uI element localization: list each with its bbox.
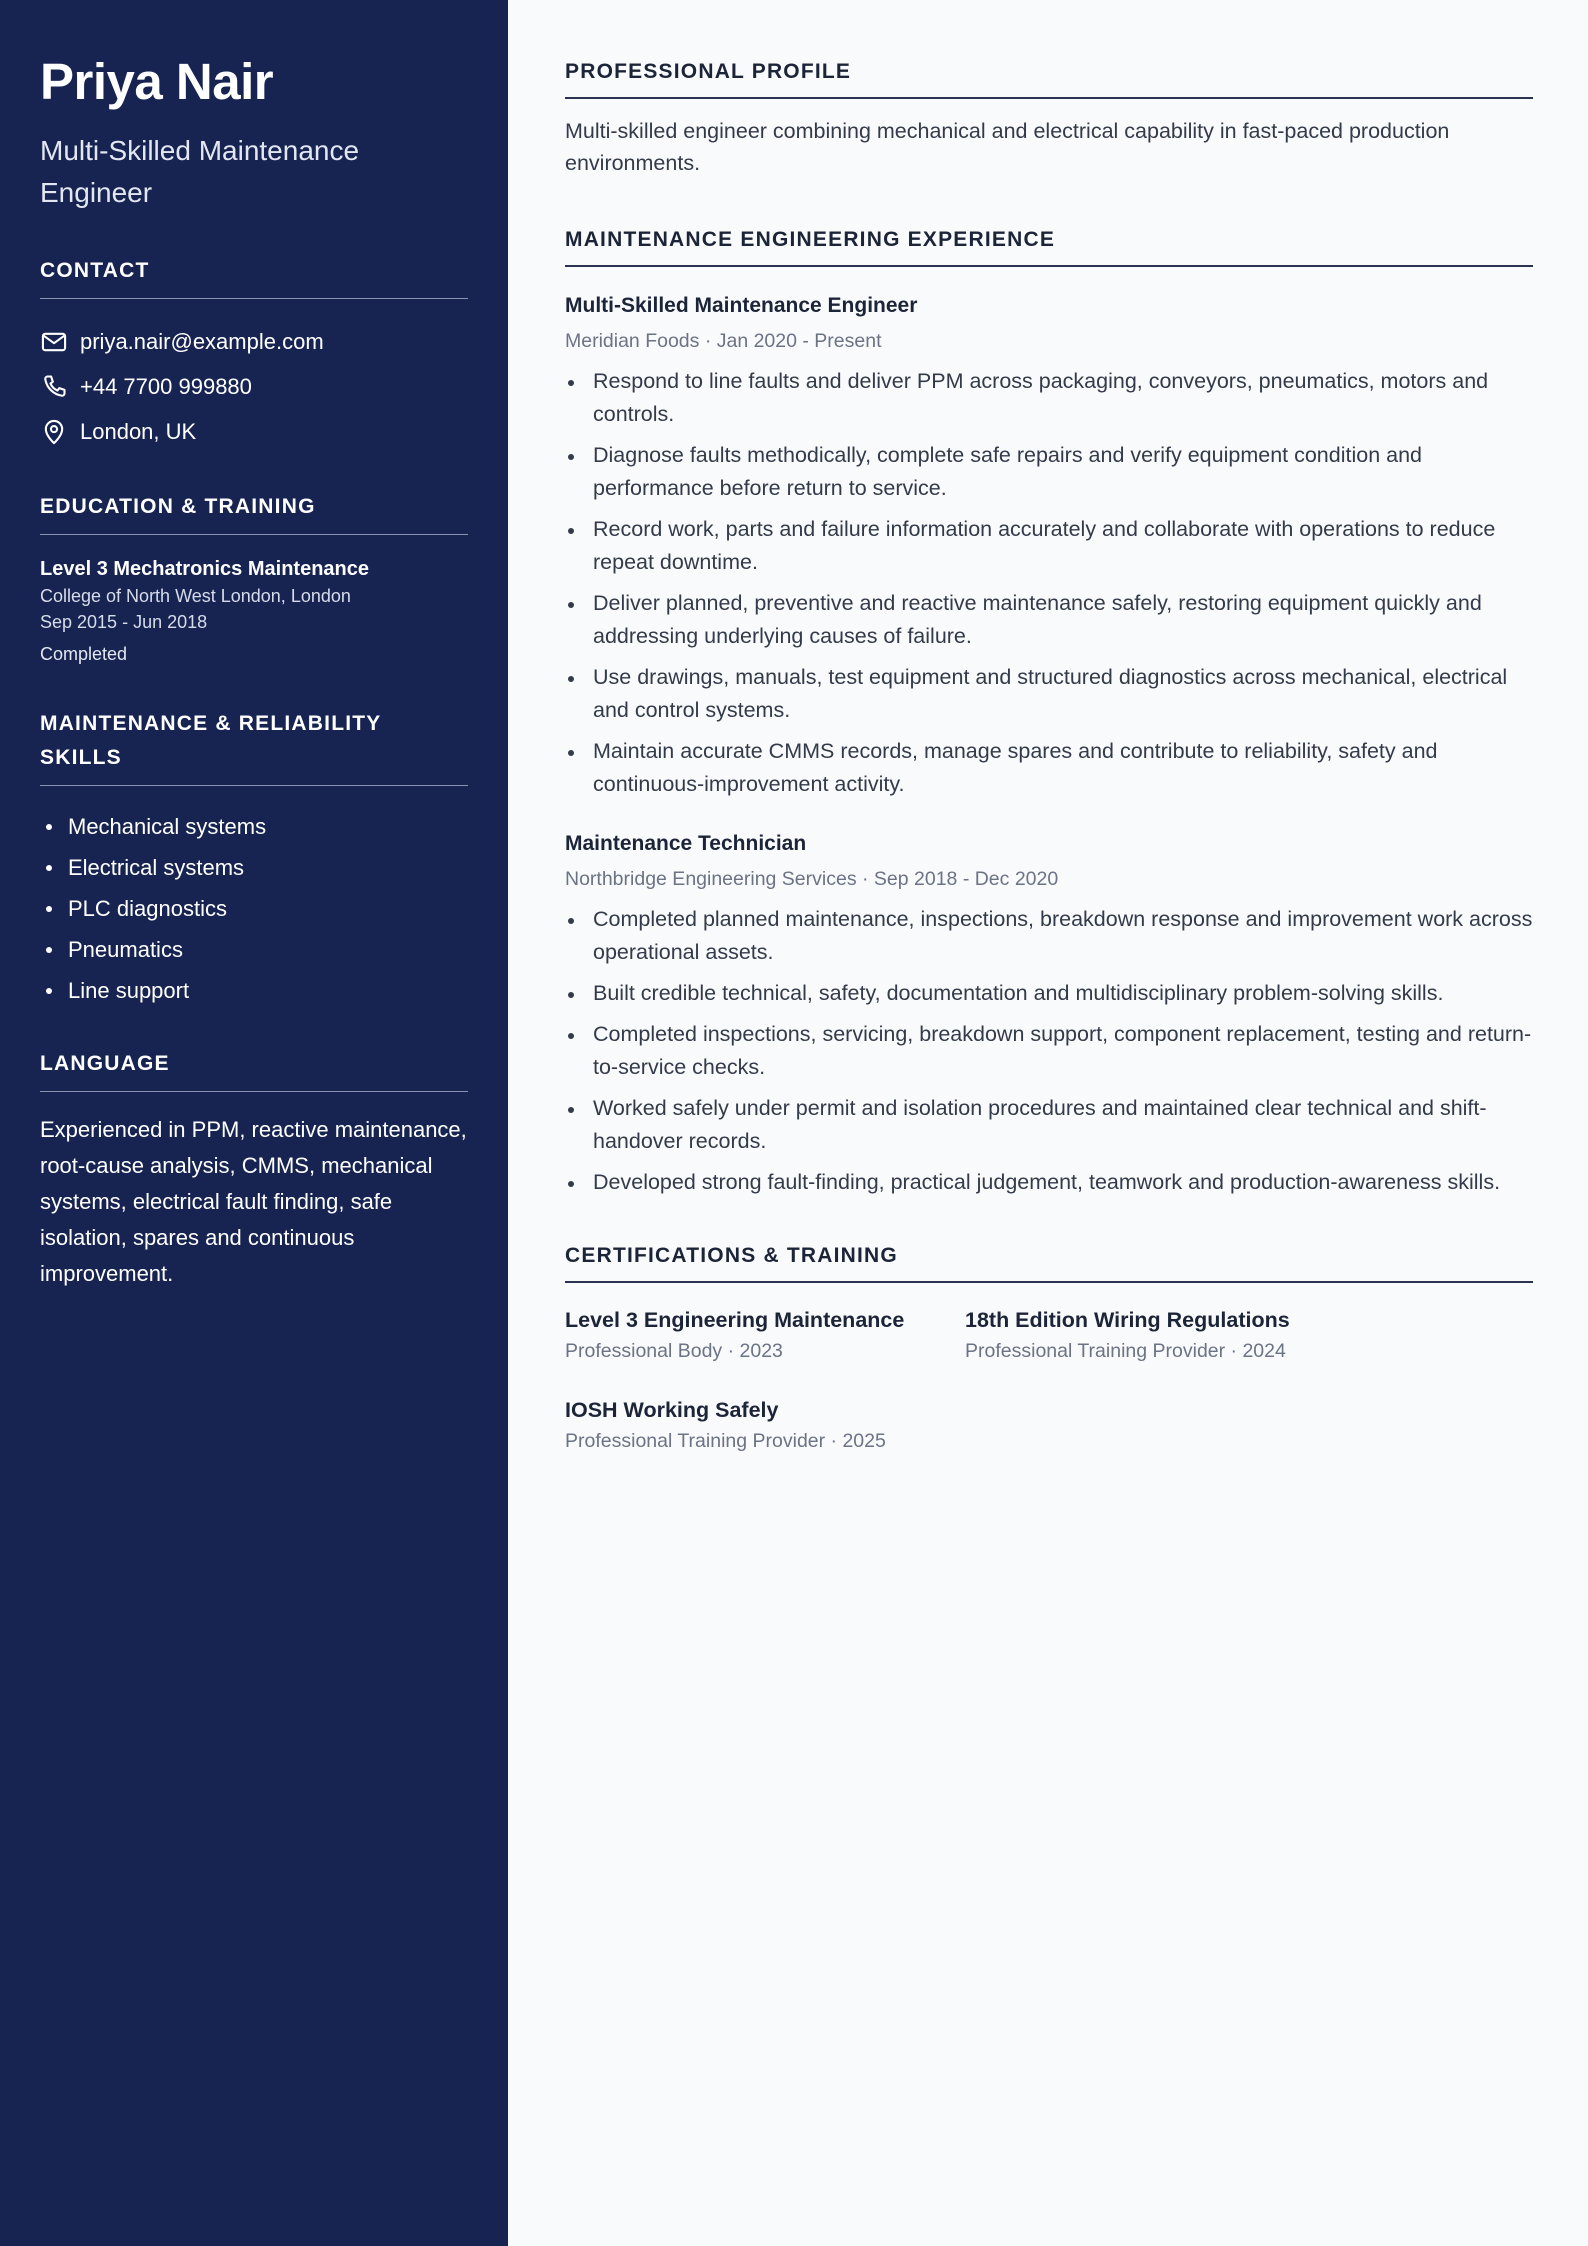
job-bullet: Maintain accurate CMMS records, manage spares and contribute to reliability, safety and continuous-improvement activity. (565, 735, 1533, 801)
job-title: Multi-Skilled Maintenance Engineer (565, 294, 918, 317)
sidebar (0, 0, 508, 2246)
job-bullet: Built credible technical, safety, documentation and multidisciplinary problem-solving skills. (565, 977, 1533, 1010)
certifications-grid (565, 1305, 1533, 1485)
certification-name: Level 3 Engineering Maintenance (565, 1308, 905, 1332)
experience-heading: MAINTENANCE ENGINEERING EXPERIENCE (565, 223, 1533, 267)
job-bullet: Deliver planned, preventive and reactive maintenance safely, restoring equipment quickly and addressing underlying causes of failure. (565, 587, 1533, 653)
job-bullet: Respond to line faults and deliver PPM across packaging, conveyors, pneumatics, motors and controls. (565, 365, 1533, 431)
job-bullet: Diagnose faults methodically, complete safe repairs and verify equipment condition and performance before return to service. (565, 439, 1533, 505)
skills-section (40, 707, 468, 1011)
main-content (565, 0, 1533, 1485)
skill-item: PLC diagnostics (40, 888, 468, 929)
job-meta: Meridian Foods · Jan 2020 - Present (565, 330, 882, 352)
job-bullet: Use drawings, manuals, test equipment and structured diagnostics across mechanical, electrical and control systems. (565, 661, 1533, 727)
profile-text: Multi-skilled engineer combining mechanical and electrical capability in fast-paced production environments. (565, 119, 1450, 175)
contact-phone[interactable]: +44 7700 999880 (80, 373, 252, 399)
job-bullet: Record work, parts and failure information accurately and collaborate with operations to reduce repeat downtime. (565, 513, 1533, 579)
contact-email-row (40, 319, 468, 364)
contact-location: London, UK (80, 418, 197, 444)
skill-item: Mechanical systems (40, 806, 468, 847)
skills-heading: MAINTENANCE & RELIABILITY SKILLS (40, 707, 468, 786)
certifications-section (565, 1239, 1533, 1485)
job-entry (565, 829, 1533, 1199)
certification-item (565, 1395, 965, 1455)
language-heading: LANGUAGE (40, 1047, 468, 1092)
job-bullets (565, 365, 1533, 801)
job-bullet: Completed inspections, servicing, breakdown support, component replacement, testing and return-to-service checks. (565, 1018, 1533, 1084)
certification-name: IOSH Working Safely (565, 1398, 779, 1422)
certification-item (565, 1305, 965, 1365)
skill-item: Pneumatics (40, 929, 468, 970)
certifications-heading: CERTIFICATIONS & TRAINING (565, 1239, 1533, 1283)
job-title: Maintenance Technician (565, 832, 807, 855)
education-section (40, 490, 468, 667)
job-bullet: Developed strong fault-finding, practical judgement, teamwork and production-awareness skills. (565, 1166, 1533, 1199)
contact-phone-row (40, 364, 468, 409)
job-entry (565, 291, 1533, 801)
candidate-title: Multi-Skilled Maintenance Engineer (40, 135, 360, 208)
education-dates: Sep 2015 - Jun 2018 (40, 612, 208, 632)
candidate-name: Priya Nair (40, 53, 274, 110)
skill-item: Line support (40, 970, 468, 1011)
education-degree: Level 3 Mechatronics Maintenance (40, 558, 370, 580)
certification-name: 18th Edition Wiring Regulations (965, 1308, 1290, 1332)
certification-meta: Professional Training Provider · 2025 (565, 1430, 886, 1452)
skills-list (40, 806, 468, 1011)
contact-location-row (40, 409, 468, 454)
certification-item (965, 1305, 1365, 1365)
job-bullet: Completed planned maintenance, inspections, breakdown response and improvement work across operational assets. (565, 903, 1533, 969)
job-bullets (565, 903, 1533, 1199)
contact-heading: CONTACT (40, 254, 468, 299)
education-heading: EDUCATION & TRAINING (40, 490, 468, 535)
profile-heading: PROFESSIONAL PROFILE (565, 55, 1533, 99)
profile-section (565, 55, 1533, 179)
mail-icon (40, 328, 68, 356)
education-institution: College of North West London, London (40, 586, 351, 606)
experience-section (565, 223, 1533, 1199)
certification-meta: Professional Training Provider · 2024 (965, 1340, 1286, 1362)
contact-section (40, 254, 468, 454)
skill-item: Electrical systems (40, 847, 468, 888)
phone-icon (40, 373, 68, 401)
language-text: Experienced in PPM, reactive maintenance, root-cause analysis, CMMS, mechanical systems, electrical fault finding, safe isolation, spares and continuous improvement. (40, 1117, 467, 1286)
contact-email[interactable]: priya.nair@example.com (80, 328, 324, 354)
education-status: Completed (40, 644, 128, 664)
job-meta: Northbridge Engineering Services · Sep 2018 - Dec 2020 (565, 868, 1059, 890)
job-bullet: Worked safely under permit and isolation procedures and maintained clear technical and shift-handover records. (565, 1092, 1533, 1158)
certification-meta: Professional Body · 2023 (565, 1340, 783, 1362)
location-pin-icon (40, 418, 68, 446)
language-section (40, 1047, 468, 1292)
